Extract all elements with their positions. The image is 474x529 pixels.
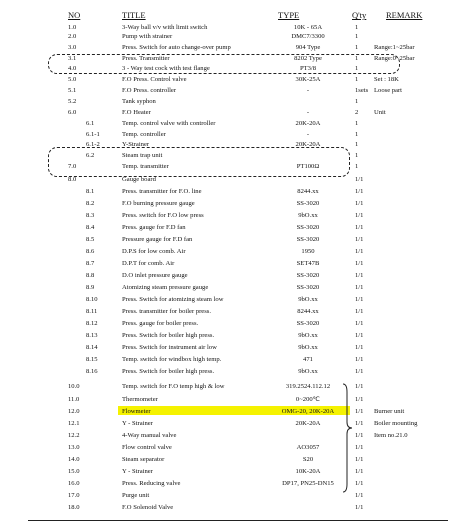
cell-qty: 1/1 <box>355 456 364 463</box>
cell-remark: Loose part <box>374 87 403 94</box>
cell-qty: 1/1 <box>355 200 364 207</box>
cell-no: 16.0 <box>68 480 80 487</box>
cell-type: 0~200℃ <box>295 396 321 403</box>
cell-qty: 1/1 <box>355 383 364 390</box>
cell-remark: Item no.21.0 <box>374 432 408 439</box>
cell-qty: 1 <box>355 55 359 62</box>
cell-title: Temp. transmitter <box>122 163 169 170</box>
cell-title: Pump with strainer <box>122 33 173 40</box>
cell-title: F.O Heater <box>122 109 151 116</box>
cell-qty: 1/1 <box>355 188 364 195</box>
cell-title: F.O burning pressure gauge <box>122 200 195 207</box>
cell-type: 10K - 65A <box>293 24 323 31</box>
cell-title: Press. transmitter for F.O. line <box>122 188 202 195</box>
cell-qty: 1/1 <box>355 272 364 279</box>
cell-qty: 1/1 <box>355 396 364 403</box>
cell-no: 8.15 <box>86 356 98 363</box>
cell-qty: 1/1 <box>355 260 364 267</box>
cell-type: 9bO.xx <box>298 332 318 339</box>
cell-qty: 1/1 <box>355 308 364 315</box>
cell-qty: 1 <box>355 33 359 40</box>
cell-no: 6.0 <box>68 109 77 116</box>
cell-no: 6.1-2 <box>86 141 100 148</box>
cell-no: 8.14 <box>86 344 98 351</box>
cell-qty: 1sets <box>355 87 369 94</box>
cell-qty: 1/1 <box>355 444 364 451</box>
cell-title: Press. gauge for F.D fan <box>122 224 186 231</box>
cell-qty: 1/1 <box>355 356 364 363</box>
cell-title: D.P.S for low comb. Air <box>122 248 186 255</box>
header-qty: Q'ty <box>352 10 367 20</box>
cell-qty: 1/1 <box>355 432 364 439</box>
cell-title: Temp. switch for windbox high temp. <box>122 356 222 363</box>
cell-no: 8.0 <box>68 176 77 183</box>
cell-qty: 1/1 <box>355 344 364 351</box>
cell-type: DMC7/3300 <box>291 33 325 40</box>
cell-no: 3.0 <box>68 44 77 51</box>
cell-type: 9bO.xx <box>298 368 318 375</box>
cell-qty: 1/1 <box>355 284 364 291</box>
cell-qty: 1/1 <box>355 332 364 339</box>
cell-title: Y - Strainer <box>122 420 153 427</box>
cell-no: 4.0 <box>68 65 77 72</box>
cell-qty: 1 <box>355 120 359 127</box>
cell-type: 1950 <box>301 248 315 255</box>
cell-title: Gauge board <box>122 176 156 183</box>
cell-title: Steam separator <box>122 456 165 463</box>
cell-qty: 1 <box>355 44 359 51</box>
cell-title: F.O Press. Control valve <box>122 76 187 83</box>
cell-qty: 1/1 <box>355 224 364 231</box>
cell-title: Atomizing steam pressure gauge <box>122 284 209 291</box>
cell-title: Purge unit <box>122 492 150 499</box>
cell-no: 8.6 <box>86 248 95 255</box>
cell-title: F.O Press. controller <box>122 87 177 94</box>
cell-qty: 1/1 <box>355 212 364 219</box>
cell-qty: 1 <box>355 152 359 159</box>
cell-remark: Unit <box>374 109 386 116</box>
cell-type: SS-3020 <box>296 200 320 207</box>
cell-title: Press. switch for F.O low press <box>122 212 204 219</box>
cell-no: 8.10 <box>86 296 98 303</box>
cell-type: 471 <box>303 356 313 363</box>
cell-qty: 1/1 <box>355 468 364 475</box>
cell-title: Temp. control valve with controller <box>122 120 216 127</box>
cell-no: 8.5 <box>86 236 95 243</box>
cell-remark: Range:0~25bar <box>374 55 415 62</box>
cell-type: SET47B <box>296 260 320 267</box>
cell-no: 10.0 <box>68 383 80 390</box>
cell-qty: 1/1 <box>355 492 364 499</box>
cell-title: Press. Switch for auto change-over pump <box>122 44 231 51</box>
cell-title: 3 - Way test cock with test flange <box>122 65 210 72</box>
cell-title: Temp. switch for F.O temp high & low <box>122 383 225 390</box>
cell-no: 11.0 <box>68 396 80 403</box>
cell-type: 9bO.xx <box>298 344 318 351</box>
cell-no: 5.1 <box>68 87 77 94</box>
cell-type: 10K-20A <box>295 468 321 475</box>
cell-type: 319.2524.112.12 <box>285 383 331 390</box>
cell-no: 8.13 <box>86 332 98 339</box>
cell-no: 14.0 <box>68 456 80 463</box>
cell-type: 8244.xx <box>297 308 319 315</box>
cell-no: 8.16 <box>86 368 98 375</box>
cell-no: 7.0 <box>68 163 77 170</box>
cell-no: 8.1 <box>86 188 95 195</box>
cell-remark: Burner unit <box>374 408 405 415</box>
cell-type: SS-3020 <box>296 284 320 291</box>
cell-no: 8.12 <box>86 320 98 327</box>
cell-qty: 1/1 <box>355 368 364 375</box>
cell-qty: 1/1 <box>355 408 364 415</box>
cell-no: 15.0 <box>68 468 80 475</box>
cell-title: Press. Reducing valve <box>122 480 181 487</box>
cell-qty: 1/1 <box>355 480 364 487</box>
cell-type: 9bO.xx <box>298 296 318 303</box>
cell-title: Press. Switch for instrument air low <box>122 344 217 351</box>
cell-type: SS-3020 <box>296 236 320 243</box>
cell-type: - <box>306 131 310 138</box>
cell-title: Tank syphon <box>122 98 156 105</box>
cell-type: SS-3020 <box>296 320 320 327</box>
cell-no: 5.0 <box>68 76 77 83</box>
cell-no: 8.2 <box>86 200 95 207</box>
cell-no: 6.1-1 <box>86 131 100 138</box>
cell-qty: 1 <box>355 76 359 83</box>
cell-type: 904 Type <box>295 44 321 51</box>
cell-no: 8.7 <box>86 260 95 267</box>
cell-qty: 1 <box>355 141 359 148</box>
cell-no: 13.0 <box>68 444 80 451</box>
cell-no: 2.0 <box>68 33 77 40</box>
cell-qty: 1/1 <box>355 248 364 255</box>
cell-type: PT3/8 <box>299 65 317 72</box>
cell-type: 30K-25A <box>295 76 321 83</box>
cell-qty: 2 <box>355 109 359 116</box>
cell-title: Press. transmitter for boiler press. <box>122 308 211 315</box>
cell-type: 9bO.xx <box>298 212 318 219</box>
cell-no: 3.1 <box>68 55 77 62</box>
cell-no: 8.11 <box>86 308 98 315</box>
cell-no: 12.0 <box>68 408 80 415</box>
cell-title: Flow control valve <box>122 444 172 451</box>
cell-remark: Set : 18K <box>374 76 399 83</box>
cell-no: 12.2 <box>68 432 80 439</box>
cell-title: Y-Strainer <box>122 141 150 148</box>
cell-type: SS-3020 <box>296 272 320 279</box>
cell-qty: 1 <box>355 131 359 138</box>
cell-title: Thermometer <box>122 396 158 403</box>
cell-title: Press. Switch for atomizing steam low <box>122 296 224 303</box>
cell-type: 8202 Type <box>294 55 322 62</box>
cell-qty: 1 <box>355 98 359 105</box>
cell-no: 8.4 <box>86 224 95 231</box>
cell-no: 8.8 <box>86 272 95 279</box>
cell-title: Flowmeter <box>122 408 151 415</box>
cell-title: Press. Switch for boiler high press. <box>122 332 215 339</box>
cell-no: 5.2 <box>68 98 77 105</box>
cell-type: S20 <box>302 456 314 463</box>
cell-qty: 1 <box>355 163 359 170</box>
cell-type: - <box>306 109 310 116</box>
cell-type: 20K-20A <box>295 141 321 148</box>
header-no: NO <box>68 10 81 20</box>
cell-qty: 1 <box>355 24 359 31</box>
cell-type: 20K-20A <box>295 420 321 427</box>
cell-title: 4-Way manual valve <box>122 432 177 439</box>
cell-qty: 1/1 <box>355 176 364 183</box>
cell-title: D.P.T for comb. Air <box>122 260 175 267</box>
cell-qty: 1/1 <box>355 320 364 327</box>
cell-title: Temp. controller <box>122 131 166 138</box>
header-type: TYPE <box>278 10 300 20</box>
cell-title: Press. Switch for boiler high press. <box>122 368 215 375</box>
bottom-rule <box>28 520 448 521</box>
cell-qty: 1 <box>355 65 359 72</box>
cell-no: 1.0 <box>68 24 77 31</box>
cell-title: 3-Way ball v/v with limit switch <box>122 24 208 31</box>
cell-no: 18.0 <box>68 504 80 511</box>
cell-type: PT100Ω <box>296 163 320 170</box>
cell-title: Y - Strainer <box>122 468 153 475</box>
cell-type: 8244.xx <box>297 188 319 195</box>
cell-qty: 1/1 <box>355 504 364 511</box>
cell-type: OMG-20, 20K-20A <box>281 408 335 415</box>
cell-title: Press. gauge for boiler press. <box>122 320 199 327</box>
header-remark: REMARK <box>386 10 423 20</box>
cell-type: - <box>306 87 310 94</box>
cell-title: Pressure gauge for F.D fan <box>122 236 193 243</box>
header-title: TITLE <box>122 10 146 20</box>
cell-qty: 1/1 <box>355 420 364 427</box>
cell-no: 12.1 <box>68 420 80 427</box>
cell-title: D.O inlet pressure gauge <box>122 272 188 279</box>
cell-title: F.O Solenoid Valve <box>122 504 174 511</box>
cell-type: SS-3020 <box>296 224 320 231</box>
cell-no: 6.2 <box>86 152 95 159</box>
cell-no: 8.9 <box>86 284 95 291</box>
cell-type: DP17, PN25-DN15 <box>282 480 334 487</box>
cell-title: Press. Transmitter <box>122 55 170 62</box>
cell-remark: Boiler mounting <box>374 420 418 427</box>
cell-qty: 1/1 <box>355 236 364 243</box>
cell-no: 17.0 <box>68 492 80 499</box>
cell-title: Steam trap unit <box>122 152 163 159</box>
cell-remark: Range:1~25bar <box>374 44 415 51</box>
cell-no: 6.1 <box>86 120 95 127</box>
cell-type: AO3057 <box>296 444 320 451</box>
cell-type: 20K-20A <box>295 120 321 127</box>
cell-no: 8.3 <box>86 212 95 219</box>
cell-qty: 1/1 <box>355 296 364 303</box>
